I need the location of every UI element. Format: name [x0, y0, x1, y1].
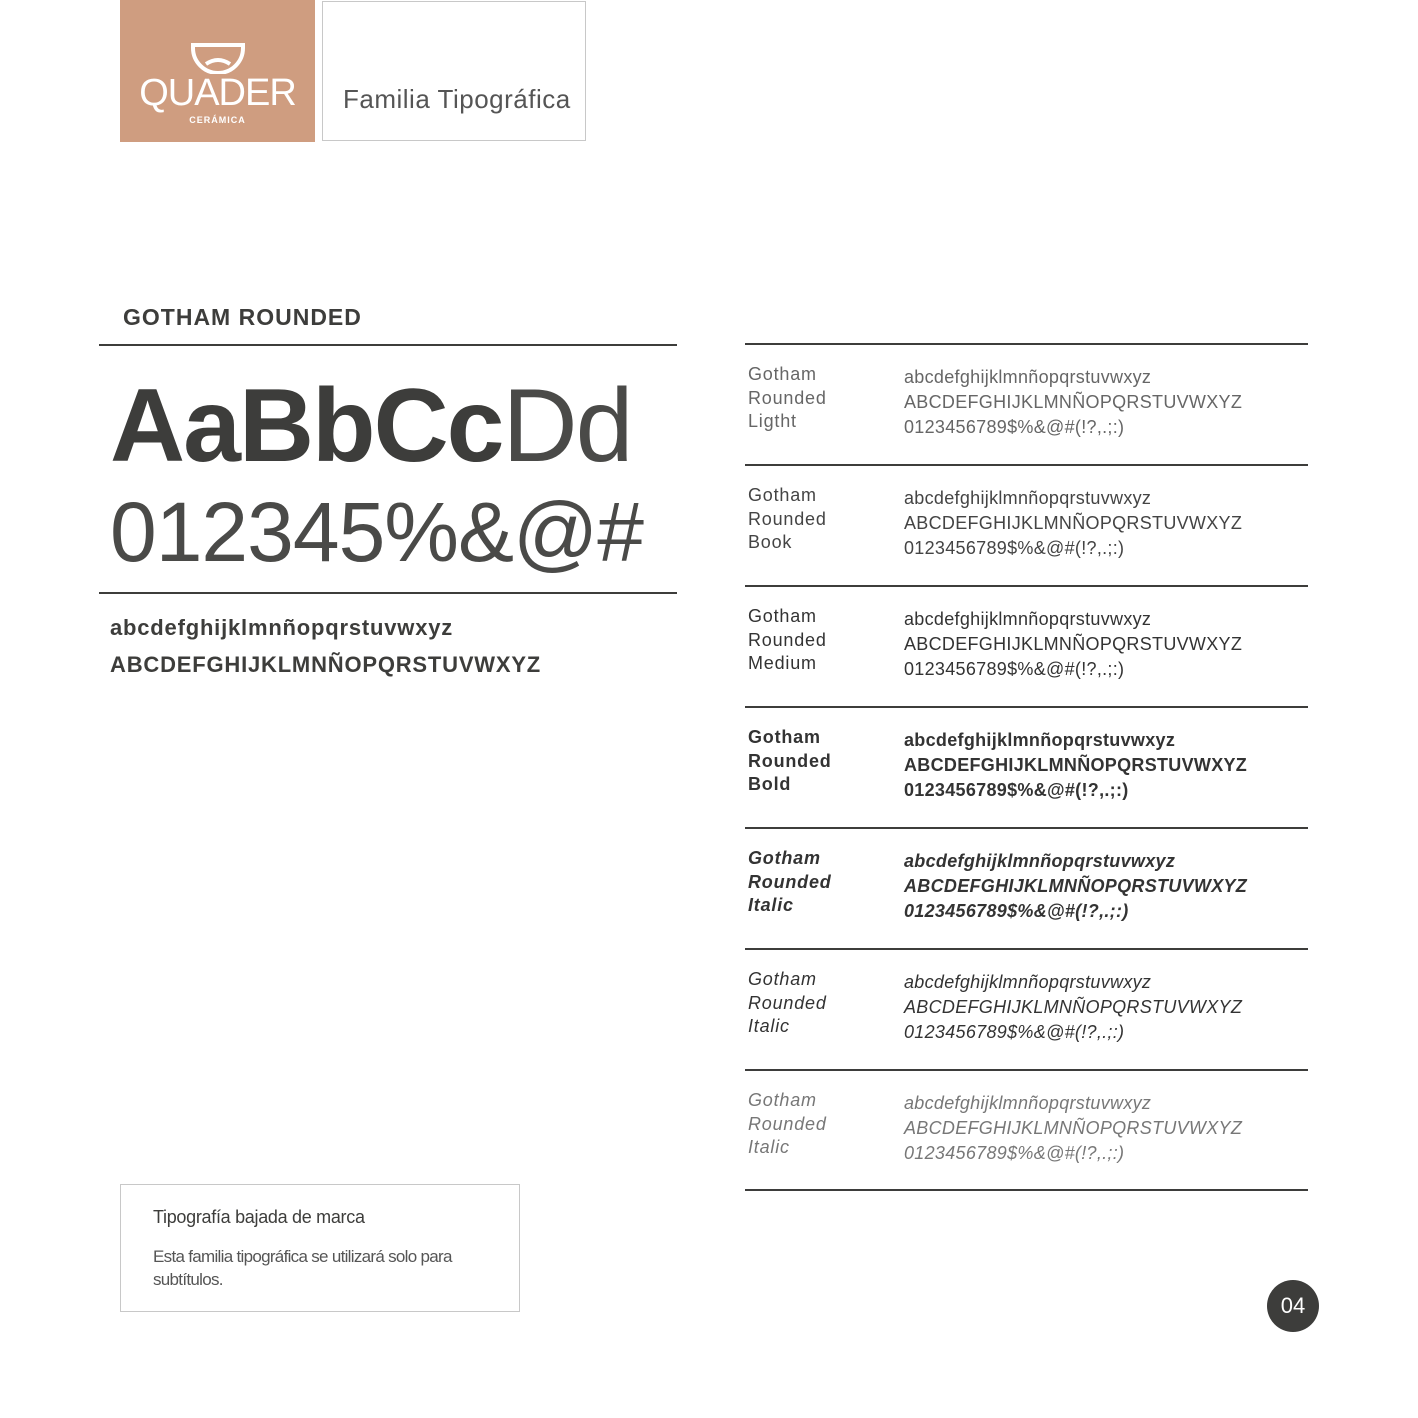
- weight-label-line: Gotham: [748, 727, 821, 747]
- note-title: Tipografía bajada de marca: [153, 1207, 365, 1227]
- sample-lowercase: abcdefghijklmnñopqrstuvwxyz: [904, 609, 1152, 629]
- weight-label: [748, 605, 827, 676]
- quader-logo: [120, 0, 315, 142]
- weight-label-line: Book: [748, 532, 793, 552]
- weight-row: [745, 343, 1308, 463]
- weight-label-line: Rounded: [748, 750, 832, 771]
- font-heading: GOTHAM ROUNDED: [123, 304, 362, 330]
- sample-uppercase: ABCDEFGHIJKLMNÑOPQRSTUVWXYZ: [904, 513, 1243, 533]
- weight-label-line: Rounded: [748, 1113, 827, 1134]
- sample-numbers: 0123456789$%&@#(!?,.;:): [904, 780, 1129, 800]
- weight-label-line: Medium: [748, 653, 817, 673]
- section-title: Familia Tipográfica: [343, 84, 571, 114]
- weight-label-line: Gotham: [748, 485, 817, 505]
- weight-sample: [904, 1091, 1242, 1166]
- sample-lowercase: abcdefghijklmnñopqrstuvwxyz: [904, 488, 1152, 508]
- weight-sample: [904, 849, 1247, 924]
- weight-label: [748, 968, 827, 1039]
- sample-numbers: 0123456789$%&@#(!?,.;:): [904, 417, 1125, 437]
- weight-label-line: Italic: [748, 895, 794, 915]
- sample-uppercase: ABCDEFGHIJKLMNÑOPQRSTUVWXYZ: [904, 876, 1248, 896]
- weight-label-line: Gotham: [748, 1090, 817, 1110]
- weight-sample: [904, 486, 1242, 561]
- specimen-lowercase: abcdefghijklmnñopqrstuvwxyz: [110, 615, 454, 640]
- sample-numbers: 0123456789$%&@#(!?,.;:): [904, 1143, 1125, 1163]
- sample-numbers: 0123456789$%&@#(!?,.;:): [904, 901, 1129, 921]
- weight-label-line: Gotham: [748, 364, 817, 384]
- sample-lowercase: abcdefghijklmnñopqrstuvwxyz: [904, 851, 1176, 871]
- weight-row: [745, 706, 1308, 826]
- specimen-numbers: 012345%&@#: [110, 485, 644, 579]
- weight-label: [748, 847, 832, 918]
- weight-label-line: Rounded: [748, 387, 827, 408]
- sample-uppercase: ABCDEFGHIJKLMNÑOPQRSTUVWXYZ: [904, 392, 1243, 412]
- sample-uppercase: ABCDEFGHIJKLMNÑOPQRSTUVWXYZ: [904, 755, 1248, 775]
- weight-label-line: Gotham: [748, 848, 821, 868]
- weight-sample: [904, 607, 1242, 682]
- weight-row: [745, 948, 1308, 1068]
- sample-numbers: 0123456789$%&@#(!?,.;:): [904, 538, 1125, 558]
- page-number: 04: [1267, 1280, 1319, 1332]
- weight-label-line: Rounded: [748, 992, 827, 1013]
- weight-sample: [904, 728, 1247, 803]
- weight-label: [748, 1089, 827, 1160]
- weight-label-line: Italic: [748, 1016, 790, 1036]
- weight-label-line: Gotham: [748, 606, 817, 626]
- weight-row: [745, 585, 1308, 705]
- weight-label: [748, 726, 832, 797]
- bowl-logo-icon: [190, 42, 246, 74]
- weight-label: [748, 484, 827, 555]
- sample-lowercase: abcdefghijklmnñopqrstuvwxyz: [904, 1093, 1152, 1113]
- weight-sample: [904, 970, 1242, 1045]
- section-title-box: [322, 1, 586, 141]
- divider: [99, 592, 677, 594]
- sample-lowercase: abcdefghijklmnñopqrstuvwxyz: [904, 730, 1176, 750]
- weight-label: [748, 363, 827, 434]
- note-description: Esta familia tipográfica se utilizará solo para subtítulos.: [153, 1247, 452, 1289]
- sample-uppercase: ABCDEFGHIJKLMNÑOPQRSTUVWXYZ: [904, 997, 1243, 1017]
- sample-numbers: 0123456789$%&@#(!?,.;:): [904, 659, 1125, 679]
- weight-label-line: Rounded: [748, 508, 827, 529]
- sample-uppercase: ABCDEFGHIJKLMNÑOPQRSTUVWXYZ: [904, 1118, 1243, 1138]
- logo-brand: QUADER: [139, 72, 296, 114]
- weight-row: [745, 464, 1308, 584]
- divider: [99, 344, 677, 346]
- specimen-light: Dd: [502, 368, 632, 484]
- specimen-uppercase: ABCDEFGHIJKLMNÑOPQRSTUVWXYZ: [110, 652, 542, 677]
- weight-row: [745, 1069, 1308, 1191]
- weight-label-line: Bold: [748, 774, 792, 794]
- sample-lowercase: abcdefghijklmnñopqrstuvwxyz: [904, 367, 1152, 387]
- sample-uppercase: ABCDEFGHIJKLMNÑOPQRSTUVWXYZ: [904, 634, 1243, 654]
- usage-note: [120, 1184, 520, 1312]
- weight-row: [745, 827, 1308, 947]
- sample-lowercase: abcdefghijklmnñopqrstuvwxyz: [904, 972, 1152, 992]
- specimen-bold: AaBbCc: [110, 368, 503, 484]
- specimen-letters: [110, 368, 632, 484]
- weight-label-line: Rounded: [748, 629, 827, 650]
- weight-sample: [904, 365, 1242, 440]
- weight-label-line: Italic: [748, 1137, 790, 1157]
- weight-label-line: Rounded: [748, 871, 832, 892]
- weight-label-line: Ligtht: [748, 411, 797, 431]
- weight-label-line: Gotham: [748, 969, 817, 989]
- sample-numbers: 0123456789$%&@#(!?,.;:): [904, 1022, 1125, 1042]
- logo-subtitle: CERÁMICA: [189, 115, 246, 125]
